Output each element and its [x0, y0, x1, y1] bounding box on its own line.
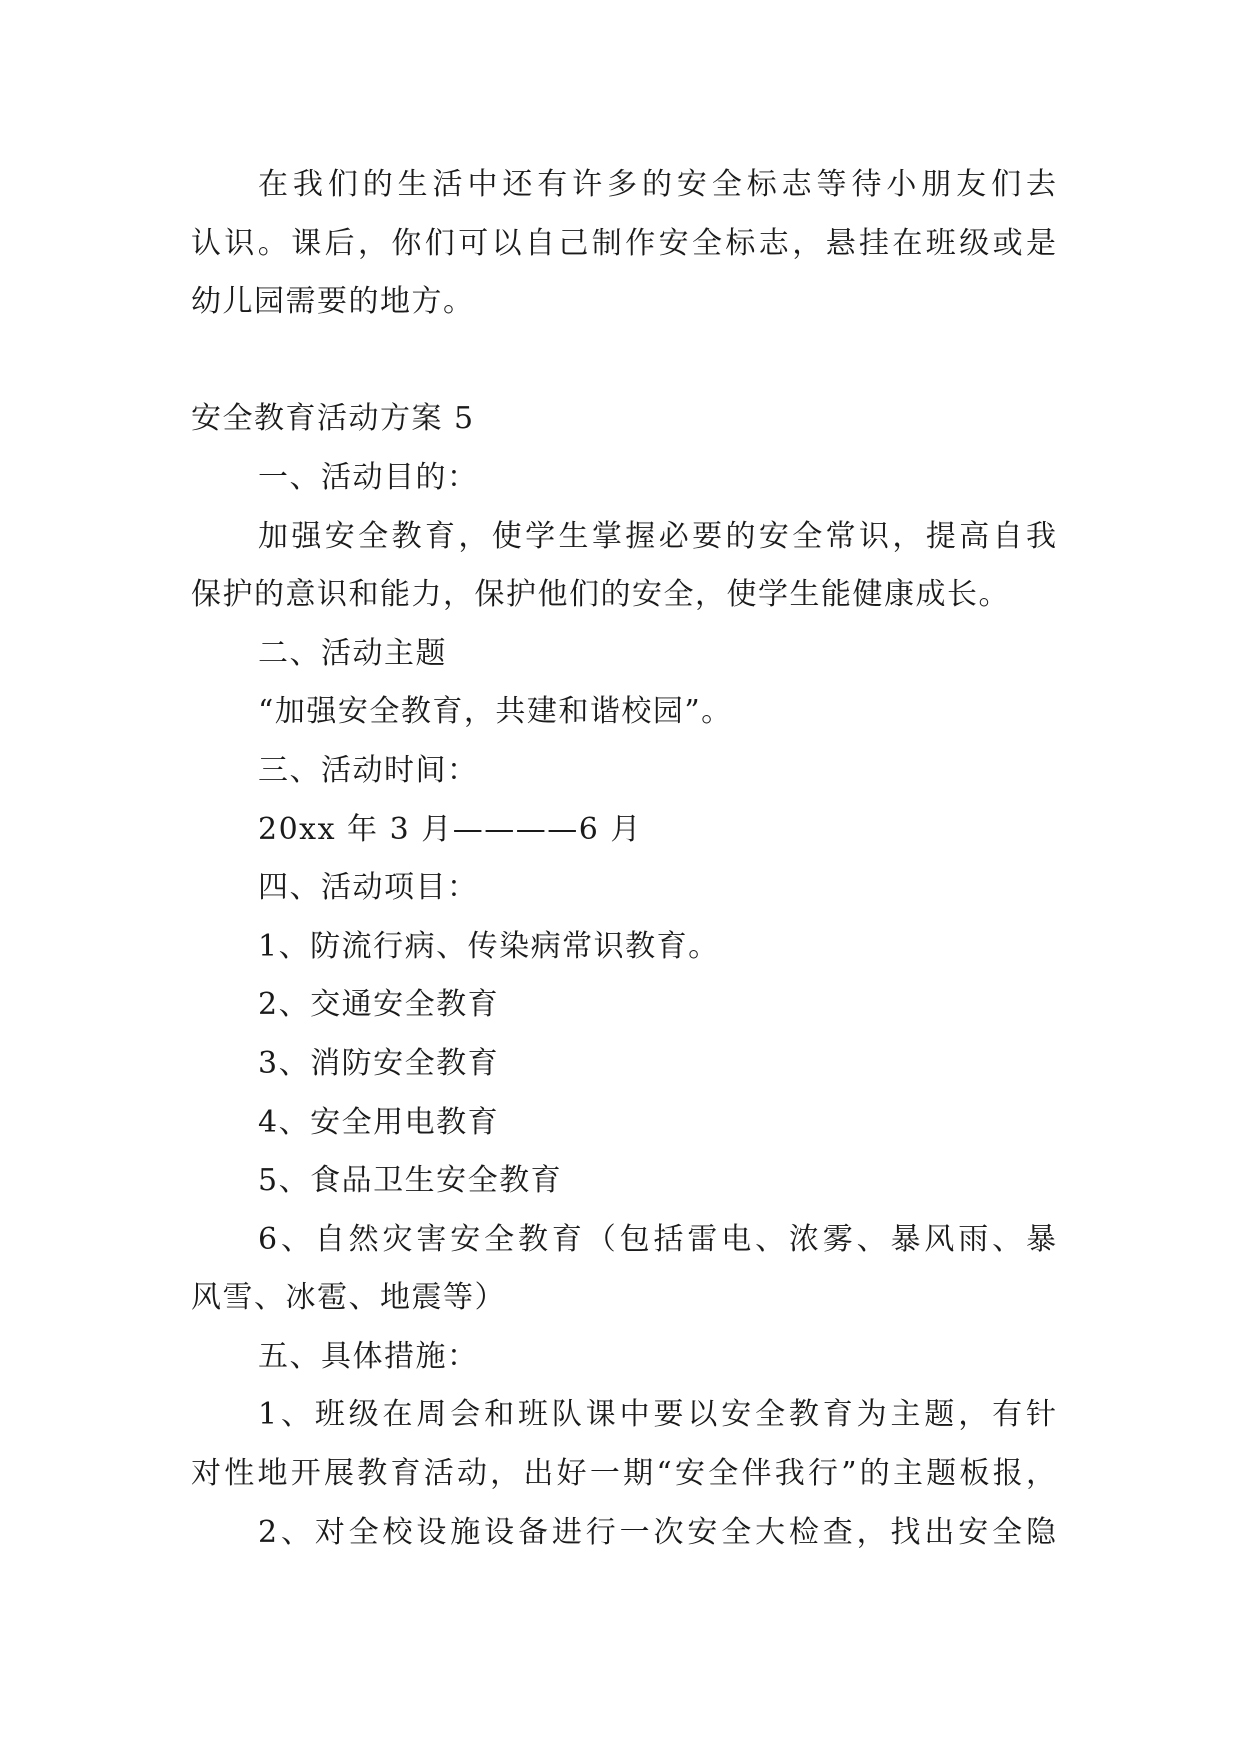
time-text: 20xx 年 3 月————6 月 — [258, 811, 642, 847]
intro-line: 幼儿园需要的地方。 — [191, 284, 475, 320]
intro-line: 认识。课后，你们可以自己制作安全标志，悬挂在班级或是 — [191, 225, 1056, 261]
list-item: 4、安全用电教育 — [258, 1104, 500, 1140]
list-item: 1、防流行病、传染病常识教育。 — [258, 928, 720, 964]
heading-measures: 五、具体措施： — [258, 1338, 479, 1374]
section-title: 安全教育活动方案 5 — [191, 401, 475, 437]
heading-theme: 二、活动主题 — [258, 635, 447, 671]
list-item: 6、自然灾害安全教育（包括雷电、浓雾、暴风雨、暴 — [258, 1221, 1056, 1257]
paragraph-line: 加强安全教育，使学生掌握必要的安全常识，提高自我 — [258, 518, 1056, 554]
paragraph-line: 保护的意识和能力，保护他们的安全，使学生能健康成长。 — [191, 577, 1010, 613]
measure-item: 2、对全校设施设备进行一次安全大检查，找出安全隐 — [258, 1514, 1056, 1550]
list-item: 3、消防安全教育 — [258, 1045, 500, 1081]
document-body — [191, 156, 1056, 1562]
heading-time: 三、活动时间： — [258, 752, 479, 788]
heading-purpose: 一、活动目的： — [258, 459, 479, 495]
list-item: 5、食品卫生安全教育 — [258, 1163, 563, 1199]
blank-line — [191, 332, 1056, 391]
measure-item: 1、班级在周会和班队课中要以安全教育为主题，有针 — [258, 1397, 1056, 1433]
measure-item-continuation: 对性地开展教育活动，出好一期“安全伴我行”的主题板报， — [191, 1456, 1056, 1492]
intro-line: 在我们的生活中还有许多的安全标志等待小朋友们去 — [258, 167, 1056, 202]
list-item: 2、交通安全教育 — [258, 987, 500, 1023]
heading-items: 四、活动项目： — [258, 870, 479, 906]
theme-text: “加强安全教育，共建和谐校园”。 — [258, 694, 733, 730]
list-item-continuation: 风雪、冰雹、地震等） — [191, 1280, 506, 1316]
